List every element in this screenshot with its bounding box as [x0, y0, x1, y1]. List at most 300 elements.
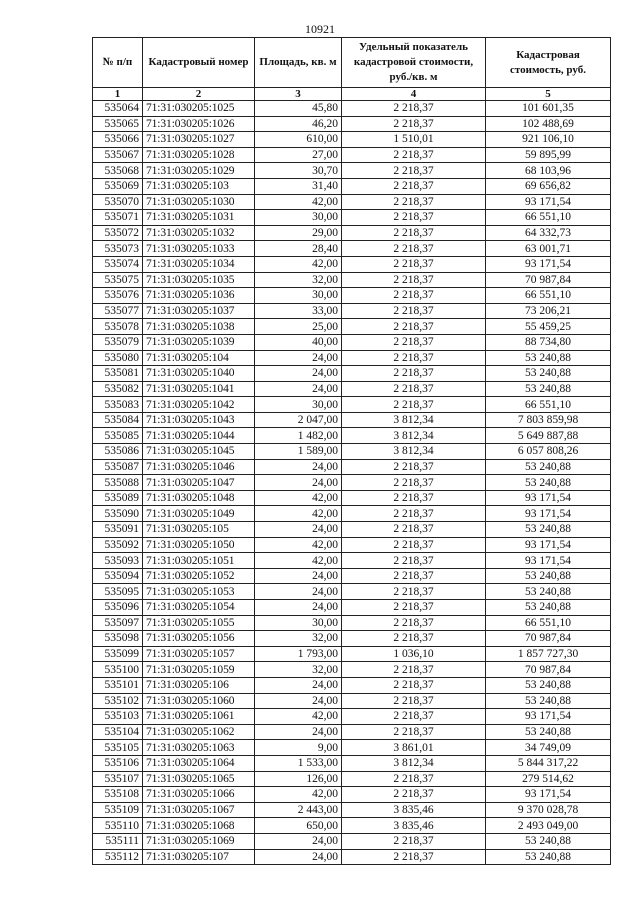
row-index-cell: 535081	[93, 366, 143, 382]
table-row	[93, 194, 611, 210]
row-index-cell: 535075	[93, 272, 143, 288]
cadastral-number-cell: 71:31:030205:1042	[143, 397, 255, 413]
unit-value-cell: 3 835,46	[342, 802, 486, 818]
table-row	[93, 132, 611, 148]
area-cell: 25,00	[255, 319, 342, 335]
cadastral-number-cell: 71:31:030205:1030	[143, 194, 255, 210]
cadastral-value-cell: 53 240,88	[486, 459, 611, 475]
table-row	[93, 163, 611, 179]
cadastral-number-cell: 71:31:030205:1037	[143, 303, 255, 319]
unit-value-cell: 2 218,37	[342, 288, 486, 304]
unit-value-cell: 2 218,37	[342, 833, 486, 849]
row-index-cell: 535103	[93, 709, 143, 725]
area-cell: 24,00	[255, 459, 342, 475]
cadastral-number-cell: 71:31:030205:1041	[143, 381, 255, 397]
header-number-row	[93, 88, 611, 101]
unit-value-cell: 2 218,37	[342, 615, 486, 631]
table-row	[93, 709, 611, 725]
unit-value-cell: 2 218,37	[342, 101, 486, 117]
unit-value-cell: 2 218,37	[342, 163, 486, 179]
cadastral-number-cell: 71:31:030205:1051	[143, 553, 255, 569]
cadastral-number-cell: 71:31:030205:1027	[143, 132, 255, 148]
area-cell: 29,00	[255, 225, 342, 241]
header-number: 1	[93, 88, 143, 101]
row-index-cell: 535105	[93, 740, 143, 756]
table-row	[93, 459, 611, 475]
cadastral-value-cell: 68 103,96	[486, 163, 611, 179]
table-row	[93, 241, 611, 257]
row-index-cell: 535070	[93, 194, 143, 210]
unit-value-cell: 3 812,34	[342, 428, 486, 444]
area-cell: 45,80	[255, 101, 342, 117]
table-row	[93, 849, 611, 865]
cadastral-value-cell: 34 749,09	[486, 740, 611, 756]
cadastral-value-cell: 70 987,84	[486, 631, 611, 647]
cadastral-number-cell: 71:31:030205:1061	[143, 709, 255, 725]
cadastral-value-cell: 70 987,84	[486, 662, 611, 678]
area-cell: 650,00	[255, 818, 342, 834]
area-cell: 24,00	[255, 724, 342, 740]
cadastral-value-cell: 93 171,54	[486, 709, 611, 725]
cadastral-value-cell: 66 551,10	[486, 615, 611, 631]
cadastral-number-cell: 71:31:030205:1028	[143, 147, 255, 163]
unit-value-cell: 3 835,46	[342, 818, 486, 834]
row-index-cell: 535104	[93, 724, 143, 740]
row-index-cell: 535111	[93, 833, 143, 849]
header-cadastral-value: Кадастровая стоимость, руб.	[486, 38, 611, 88]
table-row	[93, 178, 611, 194]
cadastral-value-cell: 93 171,54	[486, 787, 611, 803]
area-cell: 42,00	[255, 537, 342, 553]
table-row	[93, 646, 611, 662]
area-cell: 1 533,00	[255, 755, 342, 771]
table-row	[93, 662, 611, 678]
cadastral-value-cell: 88 734,80	[486, 334, 611, 350]
unit-value-cell: 2 218,37	[342, 490, 486, 506]
area-cell: 2 443,00	[255, 802, 342, 818]
area-cell: 27,00	[255, 147, 342, 163]
unit-value-cell: 2 218,37	[342, 256, 486, 272]
row-index-cell: 535101	[93, 677, 143, 693]
cadastral-value-cell: 93 171,54	[486, 490, 611, 506]
cadastral-number-cell: 71:31:030205:1025	[143, 101, 255, 117]
table-row	[93, 334, 611, 350]
unit-value-cell: 2 218,37	[342, 178, 486, 194]
cadastral-value-cell: 53 240,88	[486, 849, 611, 865]
area-cell: 30,00	[255, 210, 342, 226]
area-cell: 24,00	[255, 600, 342, 616]
page-number: 10921	[305, 22, 335, 36]
unit-value-cell: 3 861,01	[342, 740, 486, 756]
table-row	[93, 615, 611, 631]
cadastral-value-cell: 53 240,88	[486, 568, 611, 584]
area-cell: 42,00	[255, 787, 342, 803]
cadastral-number-cell: 71:31:030205:103	[143, 178, 255, 194]
row-index-cell: 535080	[93, 350, 143, 366]
table-row	[93, 256, 611, 272]
row-index-cell: 535090	[93, 506, 143, 522]
row-index-cell: 535109	[93, 802, 143, 818]
area-cell: 40,00	[255, 334, 342, 350]
unit-value-cell: 2 218,37	[342, 849, 486, 865]
cadastral-value-cell: 53 240,88	[486, 584, 611, 600]
table-row	[93, 428, 611, 444]
area-cell: 28,40	[255, 241, 342, 257]
area-cell: 24,00	[255, 568, 342, 584]
cadastral-number-cell: 71:31:030205:1040	[143, 366, 255, 382]
table-row	[93, 366, 611, 382]
cadastral-value-cell: 93 171,54	[486, 553, 611, 569]
cadastral-value-cell: 53 240,88	[486, 600, 611, 616]
area-cell: 42,00	[255, 194, 342, 210]
area-cell: 24,00	[255, 381, 342, 397]
unit-value-cell: 1 036,10	[342, 646, 486, 662]
cadastral-number-cell: 71:31:030205:1059	[143, 662, 255, 678]
cadastral-value-cell: 70 987,84	[486, 272, 611, 288]
table-row	[93, 319, 611, 335]
cadastral-value-cell: 63 001,71	[486, 241, 611, 257]
cadastral-value-cell: 6 057 808,26	[486, 444, 611, 460]
row-index-cell: 535097	[93, 615, 143, 631]
area-cell: 24,00	[255, 350, 342, 366]
unit-value-cell: 2 218,37	[342, 553, 486, 569]
table-row	[93, 101, 611, 117]
cadastral-number-cell: 71:31:030205:1056	[143, 631, 255, 647]
cadastral-value-cell: 73 206,21	[486, 303, 611, 319]
table-row	[93, 818, 611, 834]
cadastral-value-cell: 53 240,88	[486, 677, 611, 693]
cadastral-number-cell: 71:31:030205:1032	[143, 225, 255, 241]
unit-value-cell: 3 812,34	[342, 444, 486, 460]
table-row	[93, 600, 611, 616]
table-body	[93, 101, 611, 865]
cadastral-number-cell: 71:31:030205:1045	[143, 444, 255, 460]
row-index-cell: 535098	[93, 631, 143, 647]
header-number: 5	[486, 88, 611, 101]
row-index-cell: 535064	[93, 101, 143, 117]
cadastral-value-cell: 53 240,88	[486, 693, 611, 709]
row-index-cell: 535066	[93, 132, 143, 148]
area-cell: 46,20	[255, 116, 342, 132]
unit-value-cell: 2 218,37	[342, 475, 486, 491]
table-row	[93, 490, 611, 506]
row-index-cell: 535110	[93, 818, 143, 834]
cadastral-number-cell: 71:31:030205:1036	[143, 288, 255, 304]
area-cell: 42,00	[255, 490, 342, 506]
table-row	[93, 350, 611, 366]
cadastral-number-cell: 71:31:030205:1039	[143, 334, 255, 350]
cadastral-value-cell: 279 514,62	[486, 771, 611, 787]
area-cell: 32,00	[255, 631, 342, 647]
cadastral-value-cell: 69 656,82	[486, 178, 611, 194]
cadastral-value-cell: 93 171,54	[486, 256, 611, 272]
cadastral-number-cell: 71:31:030205:1065	[143, 771, 255, 787]
area-cell: 1 793,00	[255, 646, 342, 662]
cadastral-value-cell: 53 240,88	[486, 366, 611, 382]
area-cell: 126,00	[255, 771, 342, 787]
cadastral-number-cell: 71:31:030205:1066	[143, 787, 255, 803]
cadastral-number-cell: 71:31:030205:1069	[143, 833, 255, 849]
row-index-cell: 535088	[93, 475, 143, 491]
row-index-cell: 535106	[93, 755, 143, 771]
cadastral-number-cell: 71:31:030205:1063	[143, 740, 255, 756]
area-cell: 24,00	[255, 475, 342, 491]
unit-value-cell: 2 218,37	[342, 194, 486, 210]
cadastral-value-cell: 101 601,35	[486, 101, 611, 117]
cadastral-number-cell: 71:31:030205:1054	[143, 600, 255, 616]
cadastral-number-cell: 71:31:030205:1035	[143, 272, 255, 288]
cadastral-number-cell: 71:31:030205:1031	[143, 210, 255, 226]
area-cell: 33,00	[255, 303, 342, 319]
area-cell: 30,00	[255, 288, 342, 304]
row-index-cell: 535095	[93, 584, 143, 600]
table-row	[93, 475, 611, 491]
area-cell: 24,00	[255, 693, 342, 709]
area-cell: 30,70	[255, 163, 342, 179]
cadastral-number-cell: 71:31:030205:1043	[143, 412, 255, 428]
table-row	[93, 272, 611, 288]
cadastral-number-cell: 71:31:030205:1055	[143, 615, 255, 631]
unit-value-cell: 2 218,37	[342, 366, 486, 382]
cadastral-value-cell: 1 857 727,30	[486, 646, 611, 662]
row-index-cell: 535073	[93, 241, 143, 257]
unit-value-cell: 2 218,37	[342, 116, 486, 132]
unit-value-cell: 2 218,37	[342, 693, 486, 709]
row-index-cell: 535079	[93, 334, 143, 350]
table-row	[93, 412, 611, 428]
area-cell: 42,00	[255, 553, 342, 569]
unit-value-cell: 2 218,37	[342, 147, 486, 163]
unit-value-cell: 2 218,37	[342, 459, 486, 475]
row-index-cell: 535096	[93, 600, 143, 616]
table-row	[93, 147, 611, 163]
row-index-cell: 535067	[93, 147, 143, 163]
cadastral-number-cell: 71:31:030205:1057	[143, 646, 255, 662]
cadastral-value-cell: 93 171,54	[486, 537, 611, 553]
row-index-cell: 535086	[93, 444, 143, 460]
unit-value-cell: 2 218,37	[342, 600, 486, 616]
area-cell: 32,00	[255, 272, 342, 288]
area-cell: 610,00	[255, 132, 342, 148]
unit-value-cell: 2 218,37	[342, 241, 486, 257]
unit-value-cell: 2 218,37	[342, 272, 486, 288]
table-row	[93, 771, 611, 787]
row-index-cell: 535091	[93, 522, 143, 538]
unit-value-cell: 2 218,37	[342, 709, 486, 725]
cadastral-value-cell: 9 370 028,78	[486, 802, 611, 818]
area-cell: 1 482,00	[255, 428, 342, 444]
cadastral-number-cell: 71:31:030205:1064	[143, 755, 255, 771]
cadastral-number-cell: 71:31:030205:107	[143, 849, 255, 865]
header-number: 2	[143, 88, 255, 101]
table-row	[93, 584, 611, 600]
cadastral-value-cell: 53 240,88	[486, 833, 611, 849]
table-row	[93, 506, 611, 522]
unit-value-cell: 2 218,37	[342, 319, 486, 335]
row-index-cell: 535074	[93, 256, 143, 272]
table-row	[93, 568, 611, 584]
table-row	[93, 787, 611, 803]
table-row	[93, 397, 611, 413]
table-row	[93, 210, 611, 226]
table-row	[93, 116, 611, 132]
unit-value-cell: 2 218,37	[342, 568, 486, 584]
cadastral-value-cell: 66 551,10	[486, 210, 611, 226]
area-cell: 24,00	[255, 849, 342, 865]
area-cell: 32,00	[255, 662, 342, 678]
table-row	[93, 755, 611, 771]
unit-value-cell: 2 218,37	[342, 724, 486, 740]
cadastral-value-cell: 102 488,69	[486, 116, 611, 132]
cadastral-number-cell: 71:31:030205:1038	[143, 319, 255, 335]
unit-value-cell: 2 218,37	[342, 303, 486, 319]
header-number: 3	[255, 88, 342, 101]
area-cell: 9,00	[255, 740, 342, 756]
unit-value-cell: 3 812,34	[342, 755, 486, 771]
row-index-cell: 535087	[93, 459, 143, 475]
area-cell: 2 047,00	[255, 412, 342, 428]
cadastral-value-cell: 53 240,88	[486, 381, 611, 397]
row-index-cell: 535069	[93, 178, 143, 194]
cadastral-value-cell: 93 171,54	[486, 194, 611, 210]
cadastral-value-cell: 5 649 887,88	[486, 428, 611, 444]
row-index-cell: 535068	[93, 163, 143, 179]
unit-value-cell: 2 218,37	[342, 662, 486, 678]
table-row	[93, 225, 611, 241]
table-row	[93, 537, 611, 553]
cadastral-number-cell: 71:31:030205:104	[143, 350, 255, 366]
row-index-cell: 535072	[93, 225, 143, 241]
header-cadastral-number: Кадастровый номер	[143, 38, 255, 88]
row-index-cell: 535077	[93, 303, 143, 319]
row-index-cell: 535102	[93, 693, 143, 709]
unit-value-cell: 2 218,37	[342, 506, 486, 522]
table-row	[93, 303, 611, 319]
cadastral-number-cell: 71:31:030205:1068	[143, 818, 255, 834]
cadastral-value-cell: 53 240,88	[486, 475, 611, 491]
row-index-cell: 535112	[93, 849, 143, 865]
cadastral-number-cell: 71:31:030205:1049	[143, 506, 255, 522]
cadastral-value-cell: 55 459,25	[486, 319, 611, 335]
area-cell: 42,00	[255, 506, 342, 522]
row-index-cell: 535107	[93, 771, 143, 787]
area-cell: 24,00	[255, 522, 342, 538]
unit-value-cell: 2 218,37	[342, 210, 486, 226]
header-area: Площадь, кв. м	[255, 38, 342, 88]
table-row	[93, 444, 611, 460]
cadastral-value-cell: 2 493 049,00	[486, 818, 611, 834]
unit-value-cell: 2 218,37	[342, 397, 486, 413]
cadastral-value-cell: 7 803 859,98	[486, 412, 611, 428]
area-cell: 24,00	[255, 677, 342, 693]
unit-value-cell: 3 812,34	[342, 412, 486, 428]
cadastral-number-cell: 71:31:030205:1047	[143, 475, 255, 491]
header-index: № п/п	[93, 38, 143, 88]
unit-value-cell: 2 218,37	[342, 334, 486, 350]
area-cell: 24,00	[255, 366, 342, 382]
row-index-cell: 535108	[93, 787, 143, 803]
cadastral-number-cell: 71:31:030205:1053	[143, 584, 255, 600]
cadastral-value-cell: 5 844 317,22	[486, 755, 611, 771]
cadastral-number-cell: 71:31:030205:1029	[143, 163, 255, 179]
row-index-cell: 535071	[93, 210, 143, 226]
table-row	[93, 553, 611, 569]
unit-value-cell: 2 218,37	[342, 677, 486, 693]
area-cell: 42,00	[255, 256, 342, 272]
cadastral-number-cell: 71:31:030205:1050	[143, 537, 255, 553]
unit-value-cell: 2 218,37	[342, 771, 486, 787]
cadastral-number-cell: 71:31:030205:1026	[143, 116, 255, 132]
area-cell: 30,00	[255, 615, 342, 631]
cadastral-number-cell: 71:31:030205:1048	[143, 490, 255, 506]
cadastral-number-cell: 71:31:030205:1033	[143, 241, 255, 257]
cadastral-value-cell: 66 551,10	[486, 397, 611, 413]
table-row	[93, 381, 611, 397]
row-index-cell: 535083	[93, 397, 143, 413]
cadastral-number-cell: 71:31:030205:1046	[143, 459, 255, 475]
area-cell: 31,40	[255, 178, 342, 194]
row-index-cell: 535092	[93, 537, 143, 553]
unit-value-cell: 1 510,01	[342, 132, 486, 148]
area-cell: 24,00	[255, 833, 342, 849]
cadastral-number-cell: 71:31:030205:1067	[143, 802, 255, 818]
cadastral-value-cell: 93 171,54	[486, 506, 611, 522]
header-number: 4	[342, 88, 486, 101]
unit-value-cell: 2 218,37	[342, 225, 486, 241]
cadastral-number-cell: 71:31:030205:1052	[143, 568, 255, 584]
cadastral-value-cell: 53 240,88	[486, 350, 611, 366]
cadastral-number-cell: 71:31:030205:1062	[143, 724, 255, 740]
cadastral-number-cell: 71:31:030205:1060	[143, 693, 255, 709]
unit-value-cell: 2 218,37	[342, 350, 486, 366]
row-index-cell: 535093	[93, 553, 143, 569]
unit-value-cell: 2 218,37	[342, 631, 486, 647]
row-index-cell: 535084	[93, 412, 143, 428]
cadastral-value-cell: 53 240,88	[486, 724, 611, 740]
table-row	[93, 724, 611, 740]
cadastral-number-cell: 71:31:030205:105	[143, 522, 255, 538]
table-row	[93, 693, 611, 709]
area-cell: 1 589,00	[255, 444, 342, 460]
row-index-cell: 535094	[93, 568, 143, 584]
cadastral-value-cell: 66 551,10	[486, 288, 611, 304]
table-row	[93, 833, 611, 849]
row-index-cell: 535078	[93, 319, 143, 335]
unit-value-cell: 2 218,37	[342, 381, 486, 397]
cadastral-value-cell: 59 895,99	[486, 147, 611, 163]
area-cell: 30,00	[255, 397, 342, 413]
cadastral-value-table	[92, 37, 611, 865]
table-row	[93, 740, 611, 756]
header-row	[93, 38, 611, 88]
unit-value-cell: 2 218,37	[342, 522, 486, 538]
table-row	[93, 802, 611, 818]
table-row	[93, 677, 611, 693]
cadastral-value-cell: 64 332,73	[486, 225, 611, 241]
header-unit-value: Удельный показатель кадастровой стоимости, руб./кв. м	[342, 38, 486, 88]
row-index-cell: 535099	[93, 646, 143, 662]
cadastral-value-cell: 921 106,10	[486, 132, 611, 148]
row-index-cell: 535076	[93, 288, 143, 304]
cadastral-number-cell: 71:31:030205:1044	[143, 428, 255, 444]
table-row	[93, 288, 611, 304]
area-cell: 42,00	[255, 709, 342, 725]
unit-value-cell: 2 218,37	[342, 787, 486, 803]
row-index-cell: 535065	[93, 116, 143, 132]
row-index-cell: 535089	[93, 490, 143, 506]
area-cell: 24,00	[255, 584, 342, 600]
unit-value-cell: 2 218,37	[342, 584, 486, 600]
